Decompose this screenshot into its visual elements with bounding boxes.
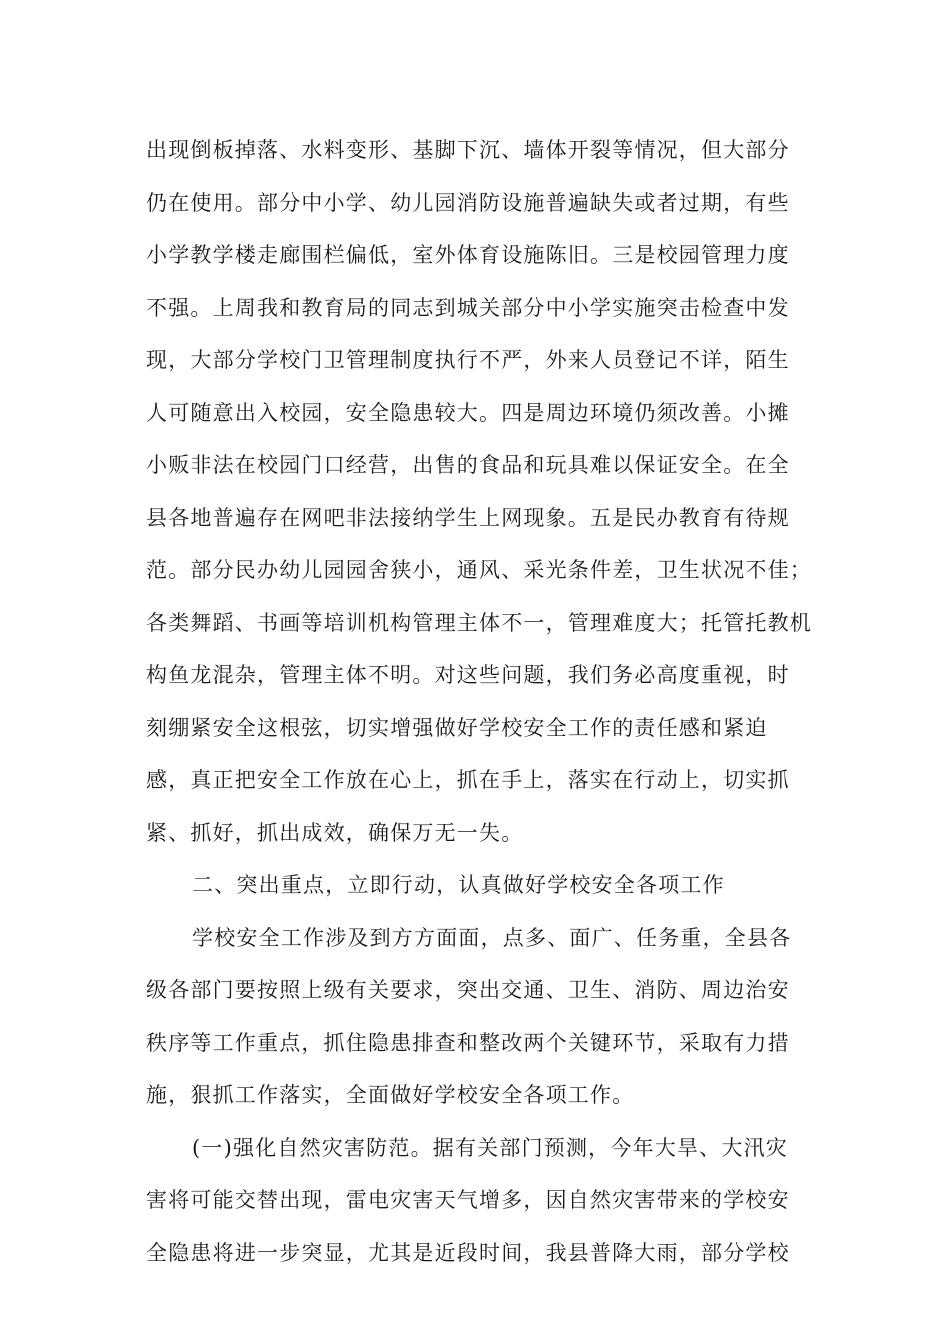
text-line: 各类舞蹈、书画等培训机构管理主体不一，管理难度大；托管托教机 (146, 610, 812, 635)
text-line: 紧、抓好，抓出成效，确保万无一失。 (146, 820, 524, 845)
text-line: 范。部分民办幼儿园园舍狭小，通风、采光条件差，卫生状况不佳； (146, 558, 812, 582)
section-heading: 二、突出重点，立即行动，认真做好学校安全各项工作 (192, 873, 725, 897)
text-line: 全隐患将进一步突显，尤其是近段时间，我县普降大雨，部分学校 (146, 1240, 790, 1265)
text-line: 仍在使用。部分中小学、幼儿园消防设施普遍缺失或者过期，有些 (146, 190, 790, 215)
text-line: 小贩非法在校园门口经营，出售的食品和玩具难以保证安全。在全 (146, 453, 790, 477)
text-line: 刻绷紧安全这根弦，切实增强做好学校安全工作的责任感和紧迫 (146, 715, 768, 740)
text-line: 不强。上周我和教育局的同志到城关部分中小学实施突击检查中发 (146, 295, 790, 320)
text-line: 秩序等工作重点，抓住隐患排查和整改两个关键环节，采取有力措 (146, 1030, 790, 1055)
text-line: 感，真正把安全工作放在心上，抓在手上，落实在行动上，切实抓 (146, 768, 790, 792)
text-line: 害将可能交替出现，雷电灾害天气增多，因自然灾害带来的学校安 (146, 1188, 790, 1212)
subsection-first-line: (一)强化自然灾害防范。据有关部门预测，今年大旱、大汛灾 (192, 1135, 788, 1160)
text-line: 县各地普遍存在网吧非法接纳学生上网现象。五是民办教育有待规 (146, 505, 790, 530)
text-line: 出现倒板掉落、水料变形、基脚下沉、墙体开裂等情况，但大部分 (146, 138, 790, 162)
text-line: 构鱼龙混杂，管理主体不明。对这些问题，我们务必高度重视，时 (146, 663, 790, 687)
text-line: 小学教学楼走廊围栏偏低，室外体育设施陈旧。三是校园管理力度 (146, 243, 790, 267)
document-page (146, 124, 812, 1279)
text-line: 级各部门要按照上级有关要求，突出交通、卫生、消防、周边治安 (146, 978, 790, 1002)
text-line: 人可随意出入校园，安全隐患较大。四是周边环境仍须改善。小摊 (146, 400, 790, 425)
text-line: 施，狠抓工作落实，全面做好学校安全各项工作。 (146, 1083, 635, 1107)
paragraph-first-line: 学校安全工作涉及到方方面面，点多、面广、任务重，全县各 (192, 925, 792, 950)
text-line: 现，大部分学校门卫管理制度执行不严，外来人员登记不详，陌生 (146, 348, 790, 372)
